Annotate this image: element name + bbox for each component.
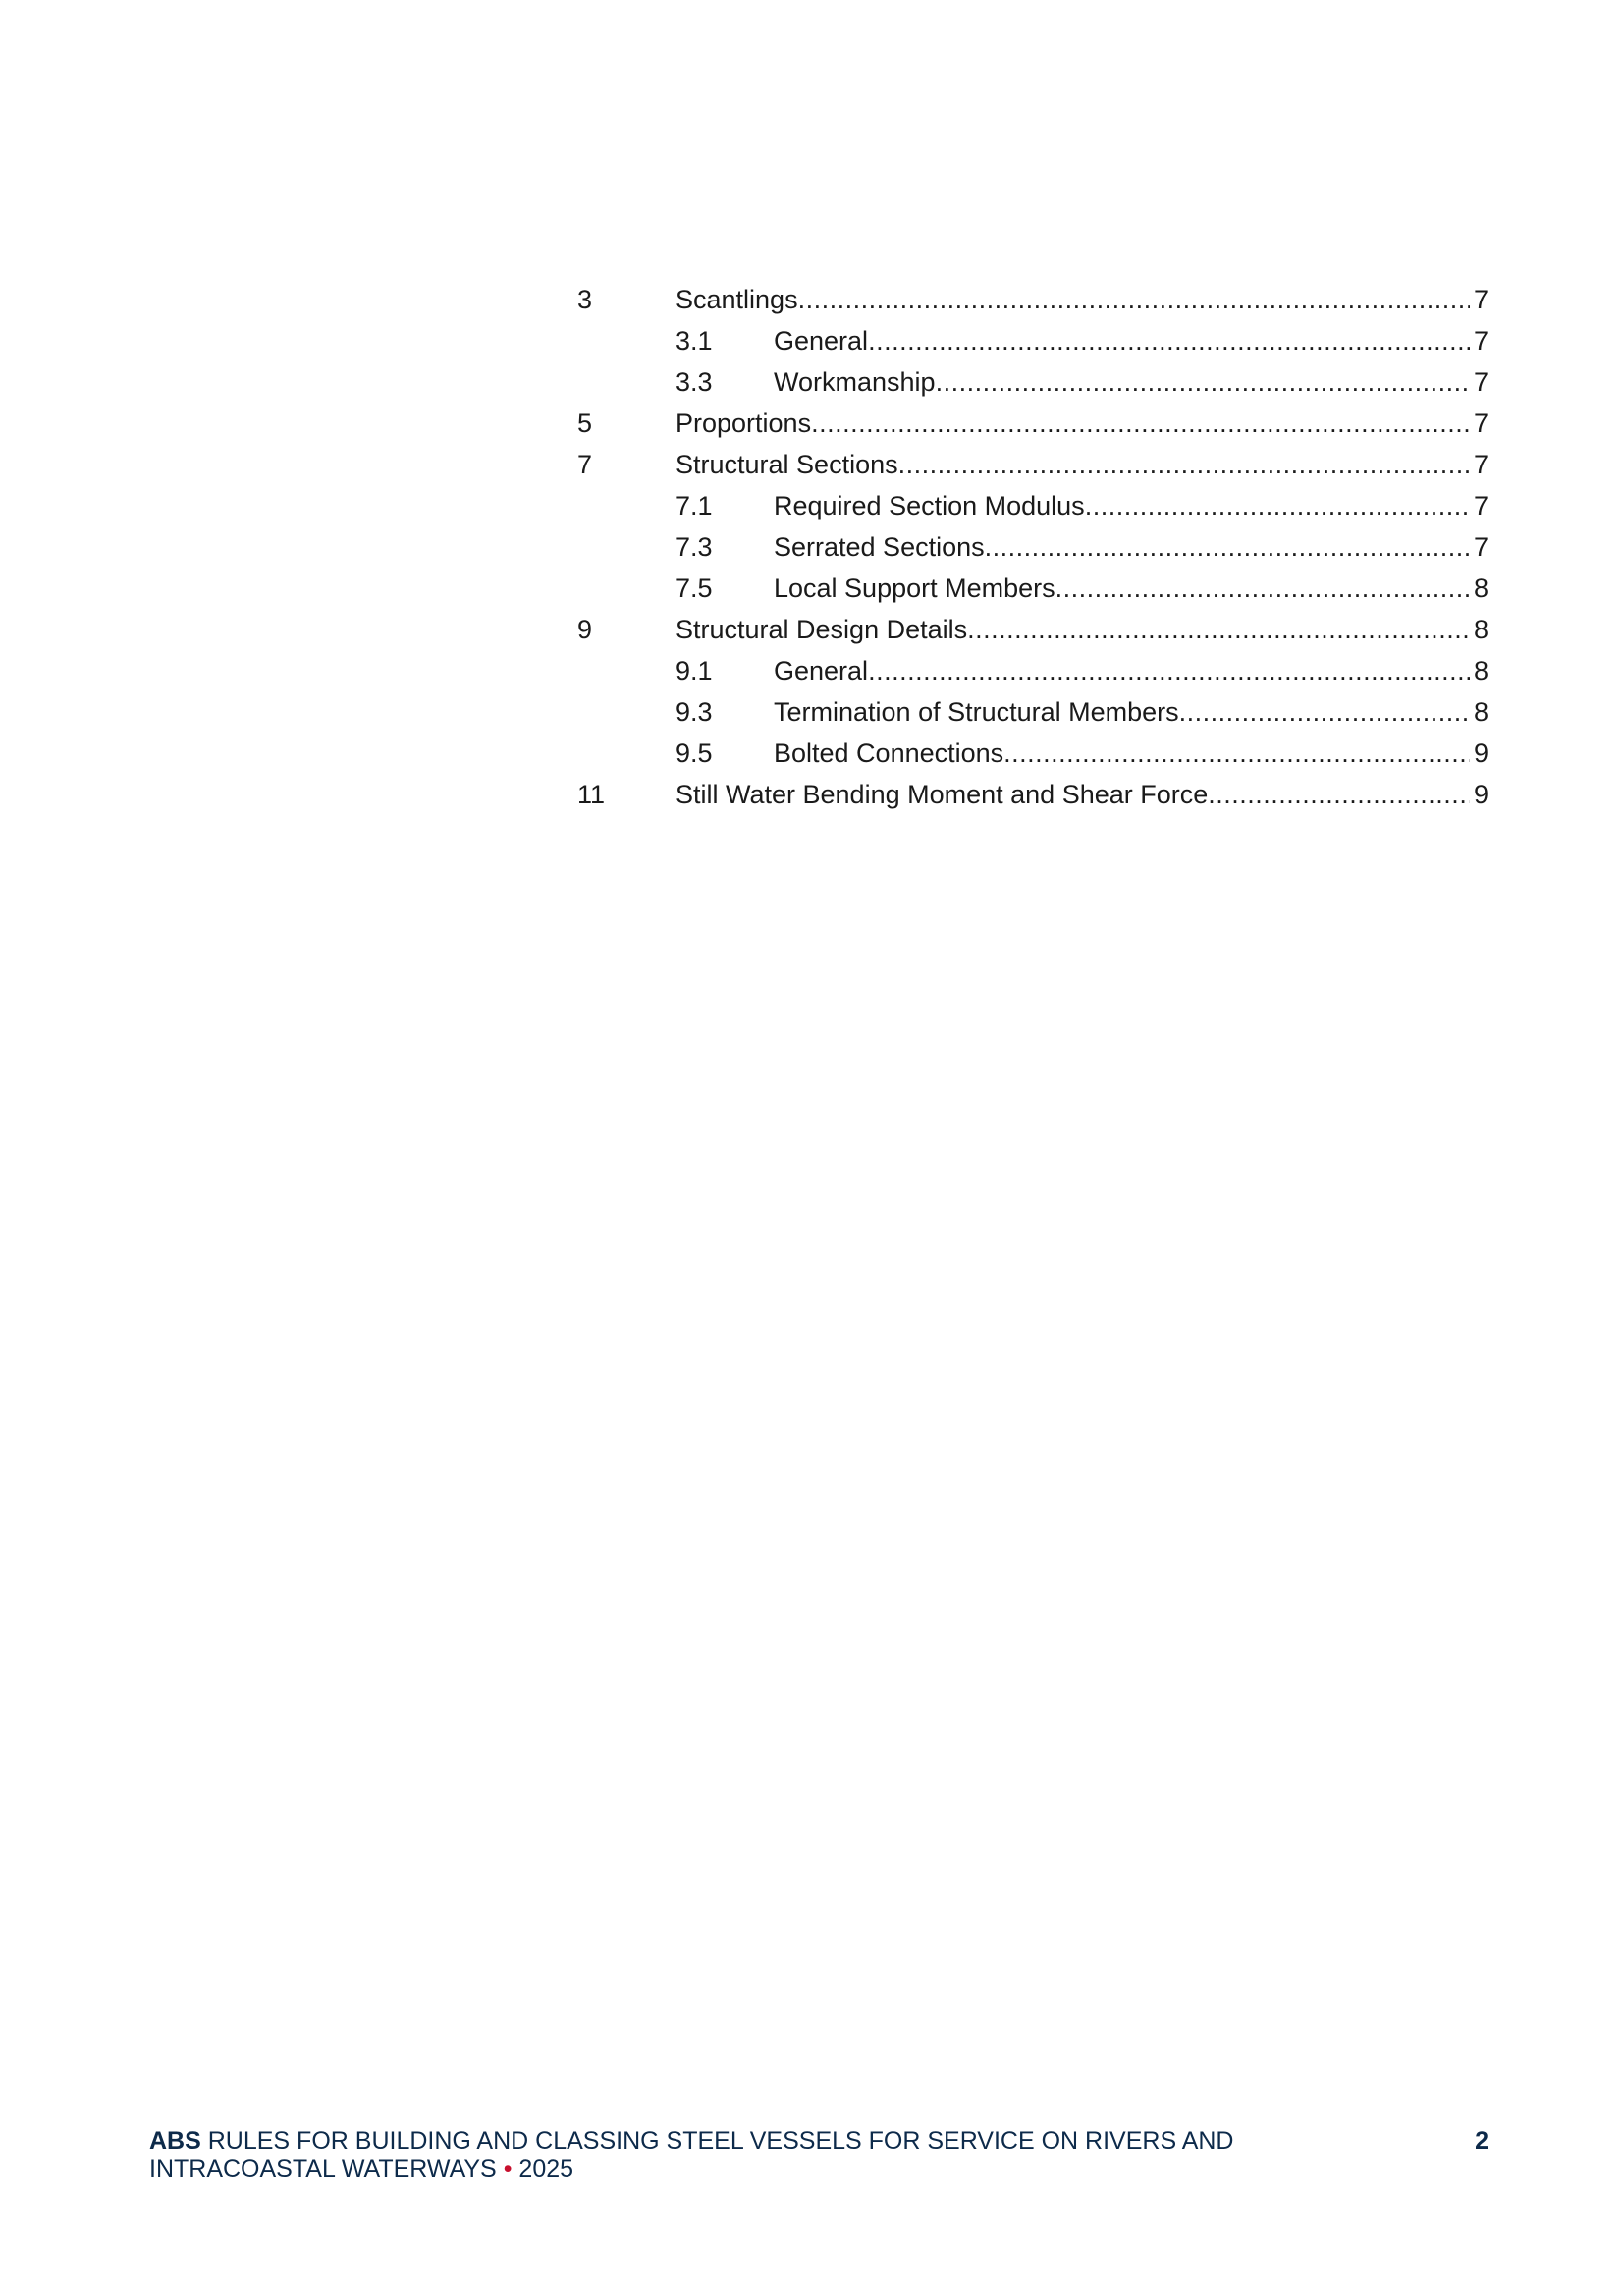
toc-entry-title: Proportions (676, 409, 812, 438)
toc-entry-title: Structural Design Details (676, 615, 968, 644)
toc-entry-title: Termination of Structural Members (774, 697, 1179, 727)
toc-entry-page: 7 (1473, 450, 1488, 479)
toc-dot-leader (1055, 568, 1470, 609)
toc-entry-title: General (774, 326, 869, 355)
toc-entry[interactable] (577, 609, 1488, 650)
toc-entry[interactable] (577, 279, 1488, 320)
toc-dot-leader (1179, 691, 1470, 733)
toc-entry-number: 9.5 (676, 738, 713, 768)
toc-entry-title: Serrated Sections (774, 532, 985, 562)
toc-entry[interactable] (577, 526, 1488, 568)
toc-entry-page: 7 (1473, 532, 1488, 562)
toc-entry-number: 11 (577, 780, 606, 809)
toc-entry-number: 9.1 (676, 656, 713, 685)
toc-entry[interactable] (577, 691, 1488, 733)
toc-entry[interactable] (577, 733, 1488, 774)
toc-entry[interactable] (577, 485, 1488, 526)
toc-entry-number: 3.3 (676, 367, 713, 397)
toc-entry-number: 7 (577, 450, 593, 479)
toc-dot-leader (798, 279, 1470, 320)
toc-entry-page: 8 (1473, 656, 1488, 685)
toc-entry-page: 7 (1473, 367, 1488, 397)
table-of-contents (577, 279, 1488, 815)
toc-entry-title: General (774, 656, 869, 685)
toc-dot-leader (1085, 485, 1470, 526)
toc-entry-number: 9 (577, 615, 593, 644)
toc-dot-leader (868, 320, 1470, 361)
toc-dot-leader (898, 444, 1470, 485)
toc-entry-page: 9 (1473, 780, 1488, 809)
toc-entry-number: 7.3 (676, 532, 713, 562)
toc-entry-page: 8 (1473, 697, 1488, 727)
toc-entry-title: Local Support Members (774, 574, 1055, 603)
toc-entry-page: 7 (1473, 326, 1488, 355)
toc-entry-page: 7 (1473, 409, 1488, 438)
footer-separator: • (503, 2156, 513, 2183)
toc-entry-page: 9 (1473, 738, 1488, 768)
toc-entry-number: 9.3 (676, 697, 713, 727)
toc-entry[interactable] (577, 650, 1488, 691)
footer-publication-title (149, 2127, 1308, 2184)
toc-dot-leader (967, 609, 1470, 650)
toc-entry-page: 8 (1473, 615, 1488, 644)
toc-dot-leader (936, 361, 1470, 403)
toc-entry-page: 8 (1473, 574, 1488, 603)
toc-dot-leader (1003, 733, 1470, 774)
toc-entry[interactable] (577, 568, 1488, 609)
toc-dot-leader (868, 650, 1470, 691)
toc-entry-page: 7 (1473, 491, 1488, 520)
toc-entry-page: 7 (1473, 285, 1488, 314)
toc-entry-title: Structural Sections (676, 450, 898, 479)
toc-entry-title: Bolted Connections (774, 738, 1004, 768)
toc-entry-title: Workmanship (774, 367, 936, 397)
toc-entry-number: 3 (577, 285, 593, 314)
toc-entry[interactable] (577, 444, 1488, 485)
toc-entry[interactable] (577, 320, 1488, 361)
footer-title: RULES FOR BUILDING AND CLASSING STEEL VESSELS FOR SERVICE ON RIVERS AND INTRACOASTAL WATERWAYS (149, 2127, 1234, 2183)
toc-entry-title: Still Water Bending Moment and Shear Force (676, 780, 1209, 809)
toc-dot-leader (811, 403, 1470, 444)
footer-year: 2025 (518, 2156, 574, 2183)
toc-entry-number: 7.5 (676, 574, 713, 603)
footer-brand: ABS (149, 2127, 201, 2155)
toc-entry[interactable] (577, 774, 1488, 815)
page-footer (149, 2127, 1488, 2184)
toc-entry-number: 3.1 (676, 326, 713, 355)
toc-dot-leader (1208, 774, 1470, 815)
toc-entry-title: Scantlings (676, 285, 798, 314)
toc-dot-leader (985, 526, 1470, 568)
page-number: 2 (1475, 2127, 1488, 2155)
toc-entry[interactable] (577, 361, 1488, 403)
toc-entry[interactable] (577, 403, 1488, 444)
toc-entry-number: 5 (577, 409, 593, 438)
toc-entry-number: 7.1 (676, 491, 713, 520)
toc-entry-title: Required Section Modulus (774, 491, 1085, 520)
